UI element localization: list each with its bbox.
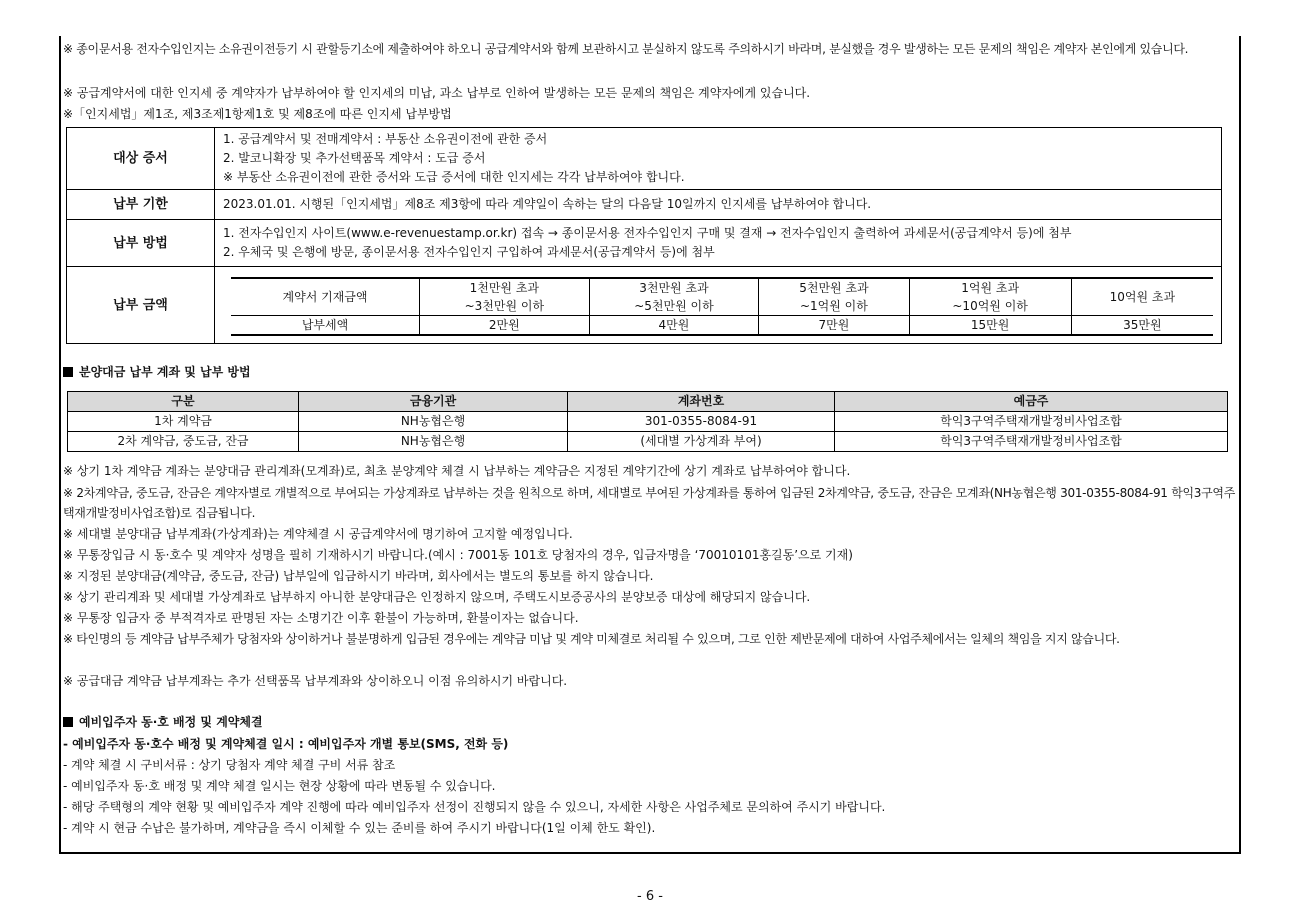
- column-header: 금융기관: [299, 392, 568, 412]
- page-number: - 6 -: [637, 889, 663, 904]
- amount-value-cell: 15만원: [909, 315, 1071, 335]
- table-cell: 2차 계약금, 중도금, 잔금: [68, 432, 299, 452]
- amount-header-cell: [420, 278, 590, 316]
- amount-header-cell: 계약서 기재금액: [231, 278, 420, 316]
- amount-header-row: [231, 278, 1213, 316]
- account-note: ※ 세대별 분양대금 납부계좌(가상계좌)는 계약체결 시 공급계약서에 명기하여 고지할 예정입니다.: [63, 527, 573, 541]
- list-item: 1. 전자수입인지 사이트(www.e-revenuestamp.or.kr) 접속 → 종이문서용 전자수입인지 구매 및 결재 → 전자수입인지 출력하여 과세문서(공급계약서 등)에 첨부: [223, 226, 1072, 240]
- reserve-item: - 계약 시 현금 수납은 불가하며, 계약금을 즉시 이체할 수 있는 준비를 하여 주시기 바랍니다(1일 이체 한도 확인).: [63, 821, 656, 835]
- section-title-reserve: [63, 712, 1235, 732]
- table-cell: 301-0355-8084-91: [568, 412, 835, 432]
- section-title-text: 예비입주자 동·호 배정 및 계약체결: [79, 715, 263, 729]
- row-label: 대상 증서: [67, 128, 215, 190]
- amount-header-cell: [589, 278, 759, 316]
- row-content: [215, 220, 1222, 267]
- account-note: ※ 지정된 분양대금(계약금, 중도금, 잔금) 납부일에 입금하시기 바라며, 회사에서는 별도의 통보를 하지 않습니다.: [63, 569, 654, 583]
- amount-value-row: [231, 315, 1213, 335]
- account-note: ※ 무통장 입금자 중 부적격자로 판명된 자는 소명기간 이후 환불이 가능하며, 환불이자는 없습니다.: [63, 611, 579, 625]
- section-title-text: 분양대금 납부 계좌 및 납부 방법: [79, 365, 251, 379]
- reserve-item: - 계약 체결 시 구비서류 : 상기 당첨자 계약 체결 구비 서류 참조: [63, 758, 396, 772]
- amount-value-cell: 35만원: [1071, 315, 1213, 335]
- account-note: ※ 상기 1차 계약금 계좌는 분양대금 관리계좌(모계좌)로, 최초 분양계약 체결 시 납부하는 계약금은 지정된 계약기간에 상기 계좌로 납부하여야 합니다.: [63, 464, 851, 478]
- list-item: 2. 발코니확장 및 추가선택품목 계약서 : 도급 증서: [223, 151, 486, 165]
- amount-header-cell: [759, 278, 909, 316]
- row-label: 납부 방법: [67, 220, 215, 267]
- table-cell: (세대별 가상계좌 부여): [568, 432, 835, 452]
- note-stamp-keep: ※ 종이문서용 전자수입인지는 소유권이전등기 시 관할등기소에 제출하여야 하오니 공급계약서와 함께 보관하시고 분실하지 않도록 주의하시기 바라며, 분실했을 경우 발생하는 모든 문제의 책임은 계약자 본인에게 있습니다.: [63, 42, 1189, 56]
- reserve-item: - 해당 주택형의 계약 현황 및 예비입주자 계약 진행에 따라 예비입주자 선정이 진행되지 않을 수 있으니, 자세한 사항은 사업주체로 문의하여 주시기 바랍니다.: [63, 800, 886, 814]
- row-label: 납부 금액: [67, 267, 215, 344]
- square-bullet-icon: [63, 717, 73, 727]
- table-row: [68, 412, 1228, 432]
- amount-range: 1천만원 초과 ~3천만원 이하: [464, 280, 545, 313]
- account-note: ※ 상기 관리계좌 및 세대별 가상계좌로 납부하지 아니한 분양대금은 인정하지 않으며, 주택도시보증공사의 분양보증 대상에 해당되지 않습니다.: [63, 590, 811, 604]
- table-cell: 학익3구역주택재개발정비사업조합: [835, 432, 1228, 452]
- note-stamp-liability: ※ 공급계약서에 대한 인지세 중 계약자가 납부하여야 할 인지세의 미납, 과소 납부로 인하여 발생하는 모든 문제의 책임은 계약자에게 있습니다.: [63, 86, 811, 100]
- row-content: [215, 267, 1222, 344]
- account-note: ※ 타인명의 등 계약금 납부주체가 당첨자와 상이하거나 불분명하게 입금된 경우에는 계약금 미납 및 계약 미체결로 처리될 수 있으며, 그로 인한 제반문제에 대하여 사업주체에서는 일체의 책임을 지지 않습니다.: [63, 632, 1120, 646]
- table-row: [67, 220, 1222, 267]
- amount-table: [231, 277, 1213, 336]
- reserve-schedule: - 예비입주자 동·호수 배정 및 계약체결 일시 : 예비입주자 개별 통보(SMS, 전화 등): [63, 737, 509, 751]
- amount-value-cell: 4만원: [589, 315, 759, 335]
- section-title-account: [63, 362, 1235, 382]
- amount-value-cell: 납부세액: [231, 315, 420, 335]
- amount-value-cell: 2만원: [420, 315, 590, 335]
- table-cell: NH농협은행: [299, 432, 568, 452]
- table-header-row: [68, 392, 1228, 412]
- column-header: 계좌번호: [568, 392, 835, 412]
- table-cell: NH농협은행: [299, 412, 568, 432]
- table-row: [67, 190, 1222, 220]
- stamp-tax-table: [66, 127, 1222, 344]
- row-content: 2023.01.01. 시행된「인지세법」제8조 제3항에 따라 계약일이 속하는 달의 다음달 10일까지 인지세를 납부하여야 합니다.: [215, 190, 1222, 220]
- row-content: [215, 128, 1222, 190]
- table-row: [67, 267, 1222, 344]
- amount-range: 1억원 초과 ~10억원 이하: [952, 280, 1028, 313]
- column-header: 구분: [68, 392, 299, 412]
- table-row: [67, 128, 1222, 190]
- list-item: 2. 우체국 및 은행에 방문, 종이문서용 전자수입인지 구입하여 과세문서(공급계약서 등)에 첨부: [223, 245, 715, 259]
- amount-header-cell: [909, 278, 1071, 316]
- list-item: ※ 부동산 소유권이전에 관한 증서와 도급 증서에 대한 인지세는 각각 납부하여야 합니다.: [223, 170, 685, 184]
- table-row: [68, 432, 1228, 452]
- account-note: ※ 공급대금 계약금 납부계좌는 추가 선택품목 납부계좌와 상이하오니 이점 유의하시기 바랍니다.: [63, 674, 568, 688]
- amount-range: 5천만원 초과 ~1억원 이하: [799, 280, 869, 313]
- table-cell: 1차 계약금: [68, 412, 299, 432]
- table-cell: 학익3구역주택재개발정비사업조합: [835, 412, 1228, 432]
- amount-header-cell: 10억원 초과: [1071, 278, 1213, 316]
- account-note: ※ 2차계약금, 중도금, 잔금은 계약자별로 개별적으로 부여되는 가상계좌로 납부하는 것을 원칙으로 하며, 세대별로 부여된 가상계좌를 통하여 입금된 2차계약금, 중도금, 잔금은 모계좌(NH농협은행 301-0355-8084-91 학익3구역주택재개발정비사업조합)로 집금됩니다.: [63, 486, 1235, 520]
- reserve-item: - 예비입주자 동·호 배정 및 계약 체결 일시는 현장 상황에 따라 변동될 수 있습니다.: [63, 779, 496, 793]
- square-bullet-icon: [63, 367, 73, 377]
- amount-value-cell: 7만원: [759, 315, 909, 335]
- note-stamp-law: ※「인지세법」제1조, 제3조제1항제1호 및 제8조에 따른 인지세 납부방법: [63, 107, 452, 121]
- account-note: ※ 무통장입금 시 동·호수 및 계약자 성명을 필히 기재하시기 바랍니다.(예시 : 7001동 101호 당첨자의 경우, 입금자명을 ‘70010101홍길동’으로 기재): [63, 548, 853, 562]
- list-item: 1. 공급계약서 및 전매계약서 : 부동산 소유권이전에 관한 증서: [223, 132, 548, 146]
- account-table: [67, 391, 1228, 452]
- amount-range: 3천만원 초과 ~5천만원 이하: [634, 280, 714, 313]
- row-label: 납부 기한: [67, 190, 215, 220]
- column-header: 예금주: [835, 392, 1228, 412]
